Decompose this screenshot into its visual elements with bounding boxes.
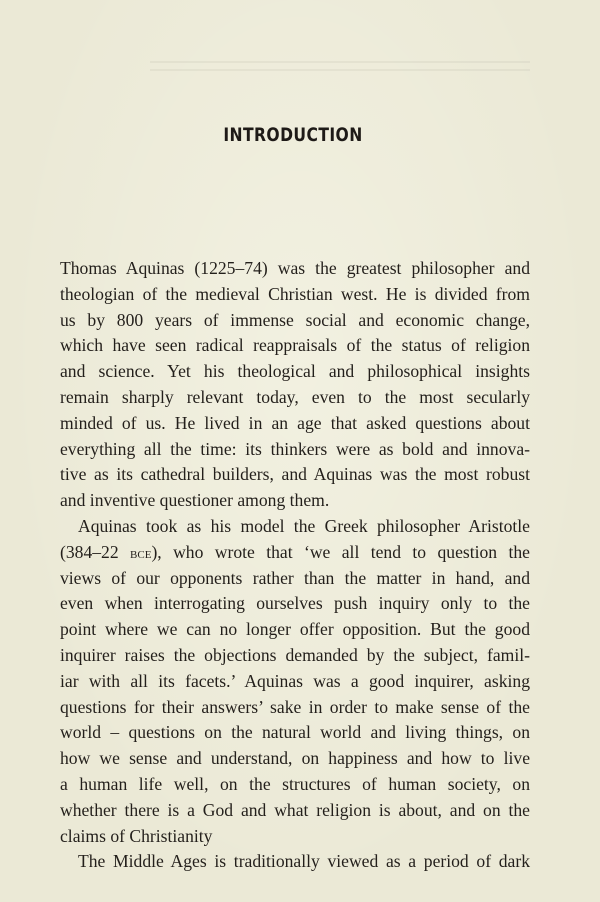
text-line: world – questions on the natural world and living things, on <box>60 722 530 743</box>
text-line: us by 800 years of immense social and economic change, <box>60 309 530 330</box>
text-line: how we sense and understand, on happiness and how to live <box>60 748 530 769</box>
paragraph <box>60 849 530 875</box>
text-line: iar with all its facets.’ Aquinas was a good inquirer, asking <box>60 670 530 691</box>
text-line: and science. Yet his theological and philosophical insights <box>60 361 530 382</box>
chapter-heading: INTRODUCTION <box>223 124 363 146</box>
text-line: minded of us. He lived in an age that asked questions about <box>60 412 530 433</box>
paragraph <box>60 256 530 514</box>
text-line: a human life well, on the structures of human society, on <box>60 773 530 794</box>
text-line: claims of Christianity <box>60 825 213 846</box>
text-line: inquirer raises the objections demanded by the subject, famil- <box>60 644 530 665</box>
body-text <box>60 256 530 875</box>
text-line: Thomas Aquinas (1225–74) was the greatest philosopher and <box>60 258 530 278</box>
text-line: (384–22 bce), who wrote that ‘we all tend to question the <box>60 541 530 562</box>
text-line: which have seen radical reappraisals of the status of religion <box>60 335 530 356</box>
paragraph <box>60 514 530 849</box>
text-line: theologian of the medieval Christian west. He is divided from <box>60 283 530 304</box>
era-abbreviation: bce <box>130 544 152 562</box>
text-line: and inventive questioner among them. <box>60 490 330 511</box>
text-line: whether there is a God and what religion is about, and on the <box>60 799 530 820</box>
text-line: views of our opponents rather than the matter in hand, and <box>60 567 530 588</box>
text-line: The Middle Ages is traditionally viewed as a period of dark <box>78 851 530 872</box>
show-through-text <box>150 55 530 85</box>
text-line: Aquinas took as his model the Greek philosopher Aristotle <box>78 515 530 536</box>
text-line: point where we can no longer offer opposition. But the good <box>60 619 530 640</box>
text-line: questions for their answers’ sake in order to make sense of the <box>60 696 530 717</box>
text-line: everything all the time: its thinkers were as bold and innova- <box>60 438 530 459</box>
text-line: remain sharply relevant today, even to the most secularly <box>60 386 530 407</box>
text-line: tive as its cathedral builders, and Aquinas was the most robust <box>60 464 530 485</box>
text-line: even when interrogating ourselves push inquiry only to the <box>60 593 530 614</box>
